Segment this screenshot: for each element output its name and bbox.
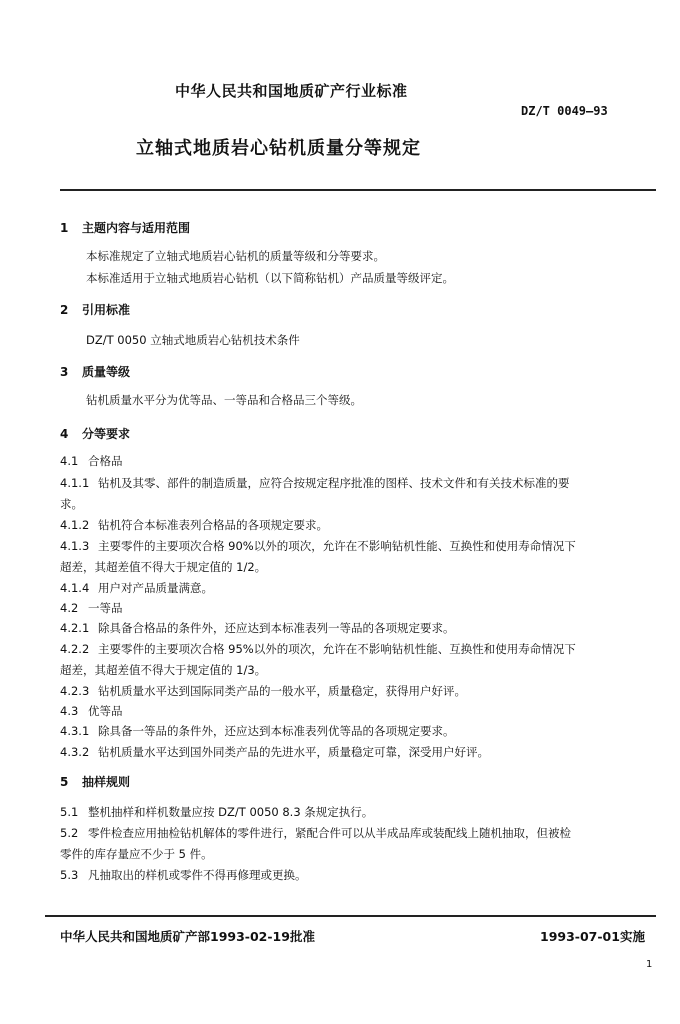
clause-5-1: 5.1 整机抽样和样机数量应按 DZ/T 0050 8.3 条规定执行。 bbox=[60, 805, 374, 819]
clause-4-2: 4.2 一等品 bbox=[60, 601, 123, 615]
clause-4-2-3: 4.2.3 钻机质量水平达到国际同类产品的一般水平，质量稳定，获得用户好评。 bbox=[60, 684, 466, 698]
clause-4-1: 4.1 合格品 bbox=[60, 454, 123, 468]
section-number: 2 bbox=[60, 303, 69, 317]
clause-4-3: 4.3 优等品 bbox=[60, 704, 123, 718]
issuing-organization: 中华人民共和国地质矿产行业标准 bbox=[175, 82, 408, 100]
header-divider bbox=[60, 189, 656, 191]
section-number: 4 bbox=[60, 427, 69, 441]
clause-4-2-1: 4.2.1 除具备合格品的条件外，还应达到本标准表列一等品的各项规定要求。 bbox=[60, 621, 455, 635]
clause-5-2: 5.2 零件检查应用抽检钻机解体的零件进行，紧配合件可以从半成品库或装配线上随机抽取，但被检 bbox=[60, 826, 571, 840]
referenced-standard: DZ/T 0050 立轴式地质岩心钻机技术条件 bbox=[86, 333, 300, 347]
clause-4-3-2: 4.3.2 钻机质量水平达到国外同类产品的先进水平，质量稳定可靠，深受用户好评。 bbox=[60, 745, 489, 759]
section-title: 抽样规则 bbox=[82, 775, 131, 789]
page-number: 1 bbox=[646, 959, 653, 970]
clause-4-2-2: 4.2.2 主要零件的主要项次合格 95%以外的项次，允许在不影响钻机性能、互换性和使用寿命情况下 bbox=[60, 642, 576, 656]
standard-number: DZ/T 0049—93 bbox=[521, 104, 608, 118]
section-title: 质量等级 bbox=[82, 365, 131, 379]
clause-4-2-2-cont: 超差，其超差值不得大于规定值的 1/3。 bbox=[60, 663, 267, 677]
paragraph: 本标准规定了立轴式地质岩心钻机的质量等级和分等要求。 bbox=[86, 249, 385, 263]
section-1-heading bbox=[60, 219, 190, 236]
clause-4-1-1-cont: 求。 bbox=[60, 497, 83, 511]
section-title: 主题内容与适用范围 bbox=[82, 221, 191, 235]
document-title: 立轴式地质岩心钻机质量分等规定 bbox=[136, 138, 421, 159]
approval-date: 中华人民共和国地质矿产部1993-02-19批准 bbox=[60, 929, 315, 944]
section-2-heading bbox=[60, 301, 130, 318]
effective-date: 1993-07-01实施 bbox=[540, 929, 645, 944]
section-number: 5 bbox=[60, 775, 69, 789]
section-5-heading bbox=[60, 773, 130, 790]
clause-4-1-1: 4.1.1 钻机及其零、部件的制造质量，应符合按规定程序批准的图样、技术文件和有关技术标准的要 bbox=[60, 476, 570, 490]
section-4-heading bbox=[60, 425, 130, 442]
section-number: 3 bbox=[60, 365, 69, 379]
clause-5-3: 5.3 凡抽取出的样机或零件不得再修理或更换。 bbox=[60, 868, 307, 882]
section-number: 1 bbox=[60, 221, 69, 235]
section-title: 分等要求 bbox=[82, 427, 131, 441]
clause-4-1-4: 4.1.4 用户对产品质量满意。 bbox=[60, 581, 213, 595]
paragraph: 钻机质量水平分为优等品、一等品和合格品三个等级。 bbox=[86, 393, 362, 407]
footer-divider bbox=[45, 915, 656, 917]
paragraph: 本标准适用于立轴式地质岩心钻机（以下简称钻机）产品质量等级评定。 bbox=[86, 271, 454, 285]
clause-4-1-2: 4.1.2 钻机符合本标准表列合格品的各项规定要求。 bbox=[60, 518, 328, 532]
section-title: 引用标准 bbox=[82, 303, 131, 317]
section-3-heading bbox=[60, 363, 130, 380]
clause-4-3-1: 4.3.1 除具备一等品的条件外，还应达到本标准表列优等品的各项规定要求。 bbox=[60, 724, 455, 738]
clause-4-1-3: 4.1.3 主要零件的主要项次合格 90%以外的项次，允许在不影响钻机性能、互换性和使用寿命情况下 bbox=[60, 539, 576, 553]
clause-4-1-3-cont: 超差，其超差值不得大于规定值的 1/2。 bbox=[60, 560, 267, 574]
clause-5-2-cont: 零件的库存量应不少于 5 件。 bbox=[60, 847, 213, 861]
